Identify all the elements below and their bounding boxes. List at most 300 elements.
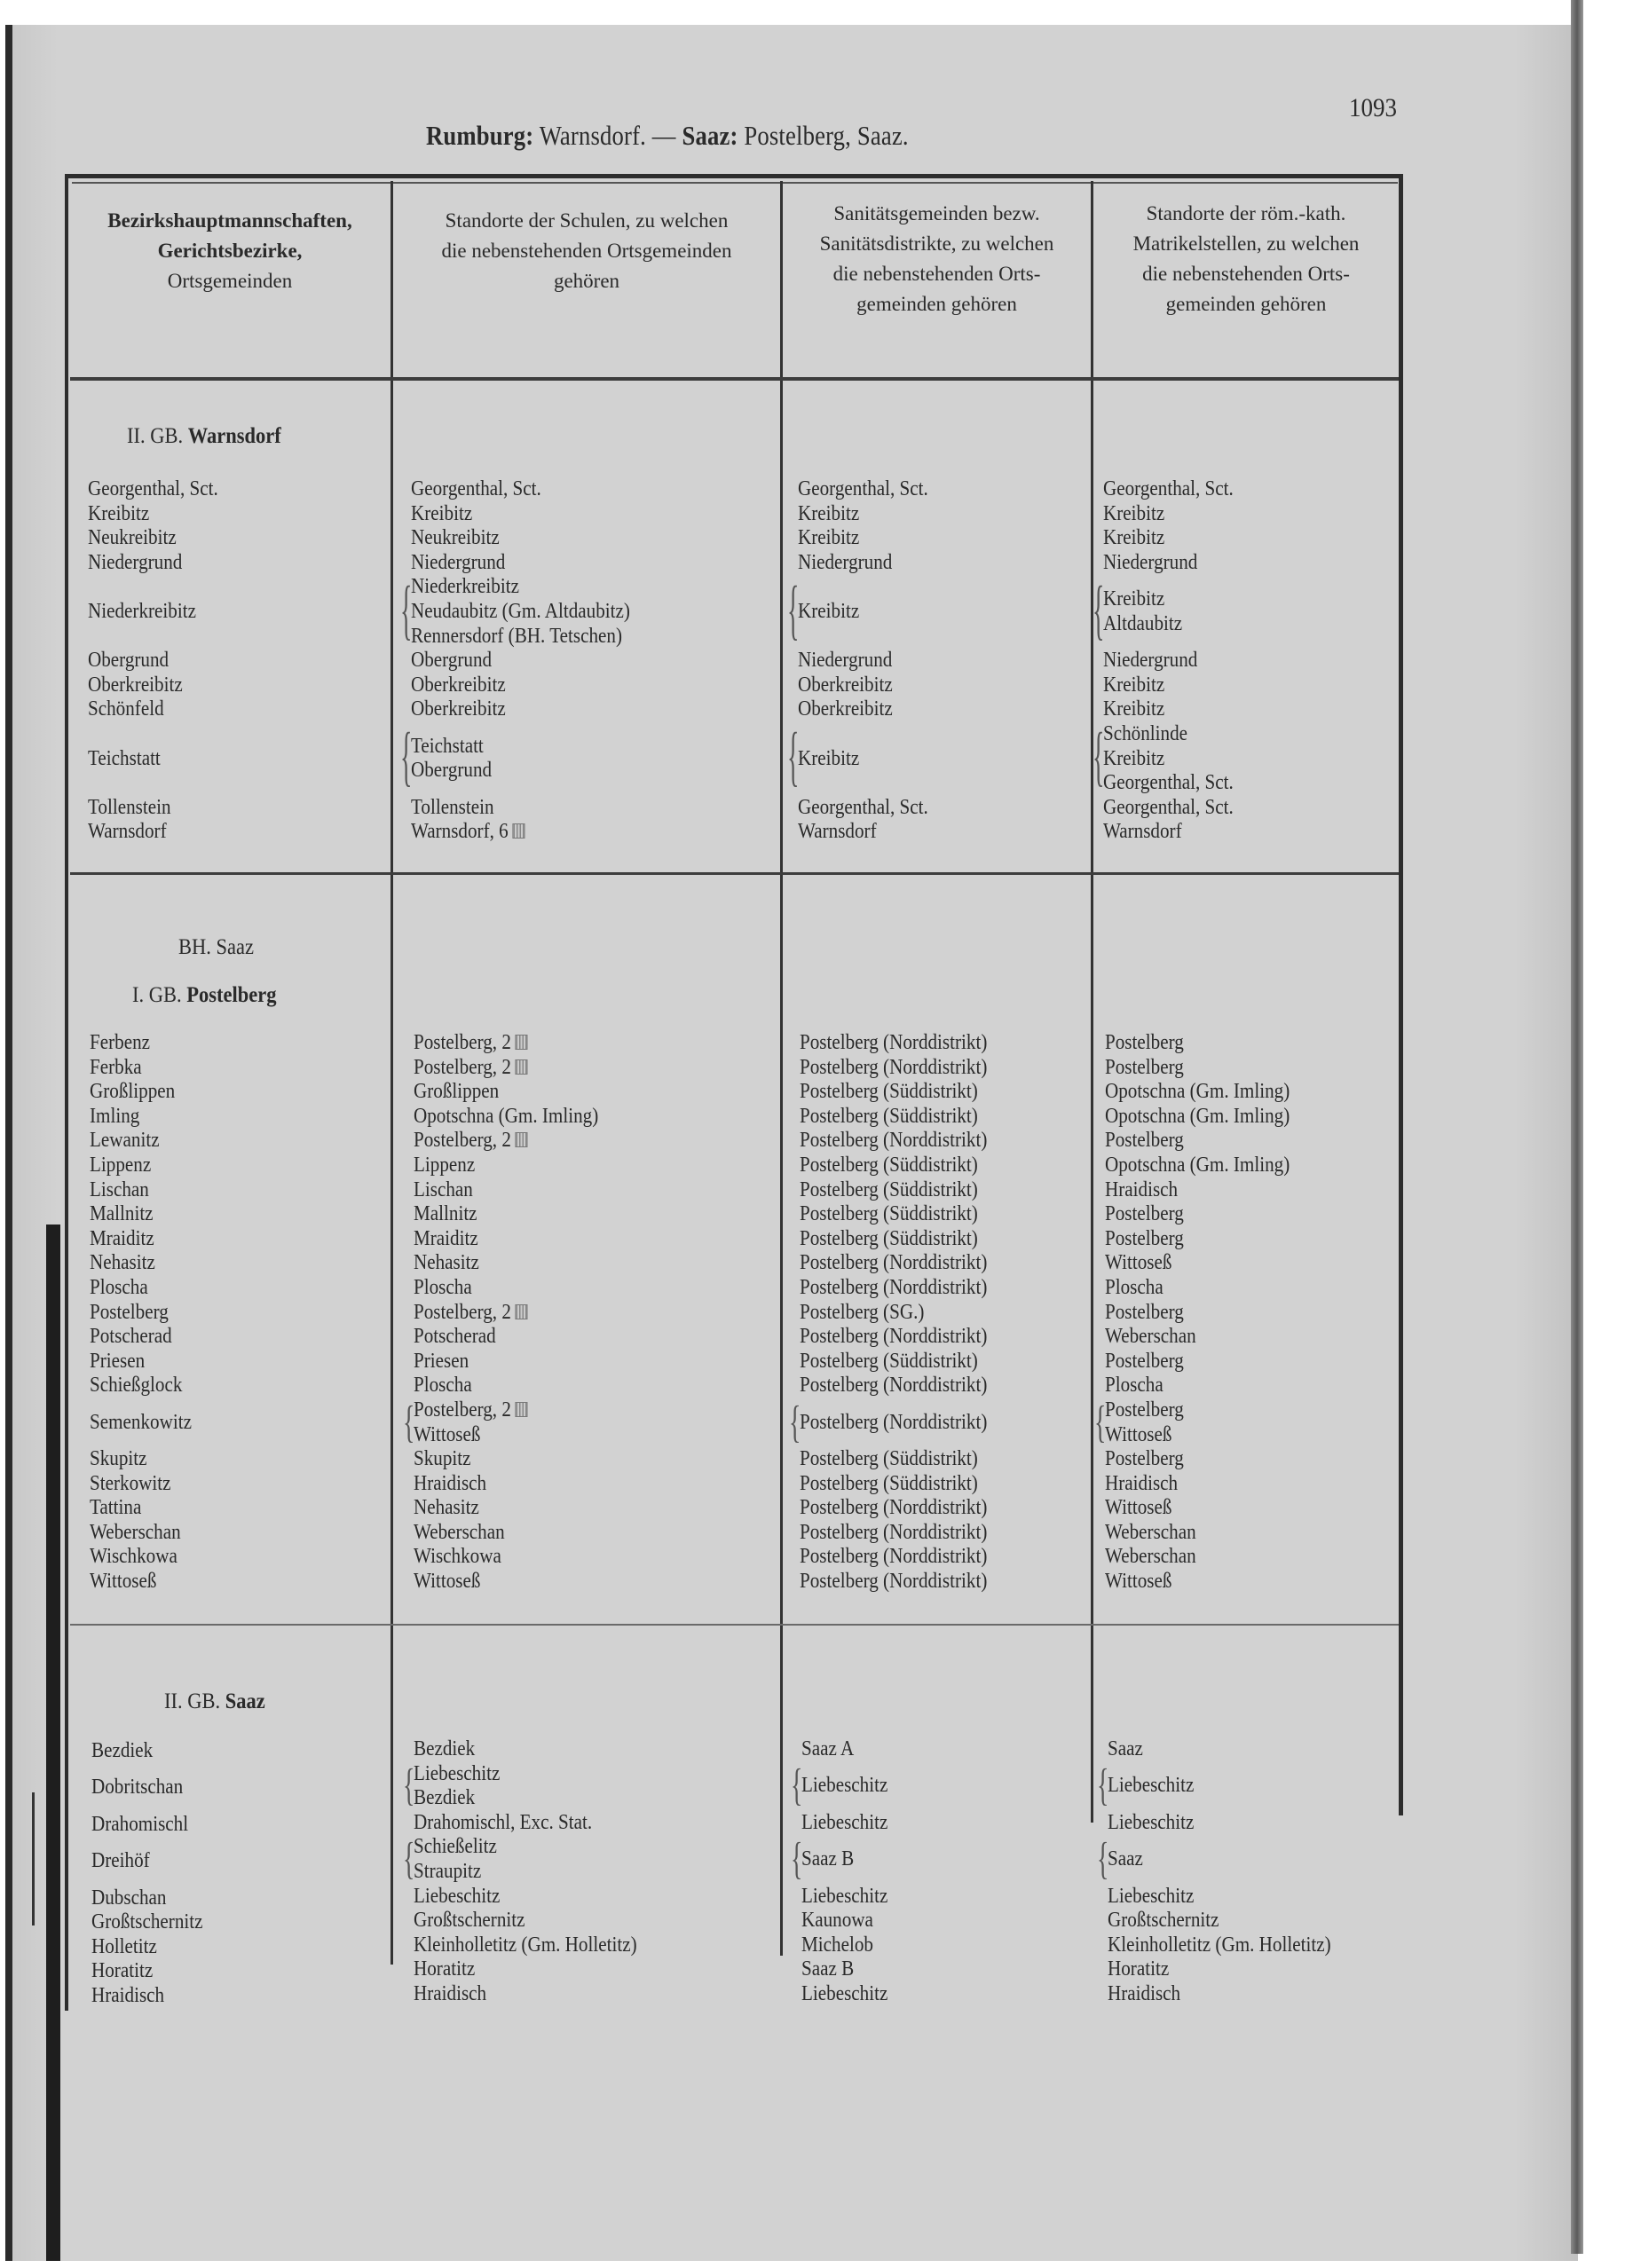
sanitaet-entry: Postelberg (Süddistrikt) [800,1177,978,1201]
sanitaet-entry: Postelberg (Süddistrikt) [800,1226,978,1250]
page-right-edge [1571,0,1583,2254]
table-row-cell [414,1447,624,1472]
matrikel-entry: Liebeschitz [1108,1774,1195,1798]
matrikel-entry: Saaz [1108,1737,1143,1760]
matrikel-entry: Niedergrund [1103,550,1198,574]
table-row-cell [1097,1834,1361,1885]
table-left-rule [65,174,68,2011]
matrikel-entry: Postelberg [1105,1055,1184,1079]
table-row-cell [1105,1374,1315,1398]
table-row-cell [791,1760,900,1811]
sanitaet-entry: Liebeschitz [801,1774,888,1798]
table-row-cell [798,697,946,722]
header-line: Standorte der röm.-kath. [1146,202,1346,224]
ortsgemeinde-name: Postelberg [90,1300,169,1324]
header-col-gemeinden [70,206,390,296]
running-head [426,120,909,152]
schule-entry: Mallnitz [414,1202,477,1226]
section-heading-warnsdorf [127,424,281,449]
table-row-cell [414,1982,667,2007]
header-col-schulen [393,206,780,296]
table-row-cell [90,1056,206,1081]
ortsgemeinde-name: Schönfeld [88,697,164,721]
column-divider-2 [780,181,783,1956]
brace-icon: { [791,1760,803,1811]
table-row-cell [414,1374,624,1398]
ortsgemeinde-name: Dreihöf [91,1849,150,1873]
table-row-cell [90,1276,206,1301]
ortsgemeinde-name: Dobritschan [91,1776,184,1799]
table-row-cell [1105,1325,1315,1350]
table-row-cell [88,477,236,502]
table-row-cell [90,1227,206,1252]
sanitaet-entry: Saaz B [801,1957,855,1981]
schule-entry: Oberkreibitz [411,697,506,721]
schule-entry: Postelberg, 2 [414,1056,598,1081]
table-row-cell [414,1080,624,1105]
table-row-cell [414,1737,667,1762]
running-head-text-1: Warnsdorf. — [533,120,682,151]
schule-entry: Großlippen [414,1080,500,1104]
table-right-rule [1399,174,1403,1815]
table-row-cell [800,1496,1013,1521]
sanitaet-entry: Postelberg (Norddistrikt) [800,1325,988,1349]
matrikel-entry: Opotschna (Gm. Imling) [1105,1080,1290,1104]
table-row-cell [1103,697,1251,722]
ortsgemeinde-name: Ploscha [90,1275,148,1299]
ortsgemeinde-name: Hraidisch [91,1983,165,2007]
table-row-cell [800,1031,1013,1056]
table-row-cell [800,1251,1013,1276]
table-row-cell [798,649,946,673]
table-row-cell [1103,477,1251,502]
table-row-cell [1103,502,1251,527]
sanitaet-entry: Postelberg (Norddistrikt) [800,1031,988,1054]
ortsgemeinde-name: Potscherad [90,1325,172,1349]
table-row-cell [88,649,236,673]
matrikel-entry: Weberschan [1105,1545,1196,1569]
sanitaet-entry: Postelberg (SG.) [800,1300,925,1324]
sanitaet-entry: Postelberg (Norddistrikt) [800,1374,988,1398]
matrikel-entry: Ploscha [1105,1275,1164,1299]
schule-entry: Mraiditz [414,1226,478,1250]
table-top-rule [65,174,1403,178]
table-row-cell [88,673,236,698]
sanitaet-entry: Postelberg (Norddistrikt) [800,1129,988,1153]
table-row-cell [91,1762,218,1811]
table-row-cell [411,649,660,673]
ortsgemeinde-name: Lippenz [90,1153,152,1177]
sanitaet-entry: Postelberg (Norddistrikt) [800,1520,988,1544]
brace-icon: { [787,574,800,649]
matrikel-entry: Weberschan [1105,1520,1196,1544]
matrikel-entry: Altdaubitz [1103,611,1183,635]
table-row-cell [801,1957,900,1982]
table-row-cell [801,1885,900,1910]
table-row-cell [1103,649,1251,673]
ortsgemeinde-name: Drahomischl [91,1812,189,1836]
table-row-cell [800,1521,1013,1546]
table-row-cell [414,1031,624,1056]
table-row-cell [88,526,236,551]
table-row-cell [1105,1056,1315,1081]
table-row-cell [1105,1570,1315,1595]
sanitaet-entry: Georgenthal, Sct. [798,795,928,819]
table-row-cell [90,1545,206,1570]
brace-icon: { [1093,574,1105,649]
heading-name: Saaz [225,1689,265,1713]
ortsgemeinde-name: Sterkowitz [90,1471,171,1495]
schule-entry: Lippenz [414,1153,476,1177]
directory-table [65,174,1403,2011]
sanitaet-entry: Niedergrund [798,649,893,673]
matrikel-entry: Opotschna (Gm. Imling) [1105,1104,1290,1128]
matrikel-entry: Opotschna (Gm. Imling) [1105,1153,1290,1177]
ortsgemeinde-name: Tattina [90,1496,142,1520]
sanitaet-entry: Postelberg (Norddistrikt) [800,1545,988,1569]
column-divider-3 [1091,181,1093,1823]
table-row-cell [798,526,946,551]
schule-entry: Schießelitz [414,1835,497,1859]
heading-name: Postelberg [186,983,277,1007]
matrikel-entry: Ploscha [1105,1374,1164,1398]
table-row-cell [791,1834,900,1885]
table-row-cell [1105,1496,1315,1521]
ortsgemeinde-name: Mraiditz [90,1226,154,1250]
ortsgemeinde-name: Priesen [90,1349,146,1373]
table-row-cell [414,1178,624,1203]
table-row-cell [1103,820,1251,845]
table-row-cell [91,1811,218,1836]
table-row-cell [91,1982,218,2007]
matrikel-entry: Kreibitz [1103,587,1165,611]
table-row-cell [414,1227,624,1252]
table-row-cell [414,1957,667,1982]
sanitaet-entry: Saaz B [801,1847,855,1871]
table-row-cell [1108,1811,1361,1836]
table-row-cell [91,1885,218,1910]
section-divider-warnsdorf [70,872,1399,875]
table-row-cell [800,1154,1013,1178]
table-row-cell [90,1325,206,1350]
heading-prefix: II. GB. [127,424,188,448]
table-row-cell [1105,1154,1315,1178]
sanitaet-entry: Oberkreibitz [798,697,893,721]
sanitaet-entry: Postelberg (Norddistrikt) [800,1055,988,1079]
ortsgemeinde-name: Großlippen [90,1080,176,1104]
sanitaet-entry: Liebeschitz [801,1884,888,1908]
table-row-cell [800,1105,1013,1130]
table-row-cell [1105,1080,1315,1105]
schule-entry: Kreibitz [411,501,473,525]
table-row-cell [90,1154,206,1178]
matrikel-entry: Schönlinde [1103,721,1188,745]
schule-entry: Postelberg, 2 [414,1398,598,1423]
schule-entry: Warnsdorf, 6 [411,820,630,845]
table-row-cell [414,1325,624,1350]
page-number: 1093 [1349,93,1397,122]
sanitaet-entry: Kaunowa [801,1909,873,1933]
table-row-cell [1105,1251,1315,1276]
schule-entry: Obergrund [411,759,493,783]
postelberg-schulen-column [403,1031,624,1595]
table-row-cell [91,1909,218,1933]
table-row-cell [800,1545,1013,1570]
schule-entry: Liebeschitz [414,1761,501,1785]
table-row-cell [1105,1472,1315,1497]
sanitaet-entry: Warnsdorf [798,820,877,844]
running-head-district-1: Rumburg: [426,120,534,151]
header-line: gemeinden gehören [856,293,1017,315]
table-row-cell [1105,1129,1315,1154]
table-row-cell [1105,1202,1315,1227]
table-row-cell [1108,1982,1361,2007]
table-row-cell [787,574,946,649]
header-line: Standorte der Schulen, zu welchen [445,209,729,232]
ortsgemeinde-name: Wittoseß [90,1570,157,1594]
sanitaet-entry: Postelberg (Norddistrikt) [800,1570,988,1594]
matrikel-entry: Warnsdorf [1103,820,1182,844]
header-line: Sanitätsgemeinden bezw. [833,202,1040,224]
section-heading-saaz [164,1689,265,1714]
sanitaet-entry: Kreibitz [798,599,860,623]
table-row-cell [90,1447,206,1472]
table-row-cell [91,1835,218,1884]
sanitaet-entry: Kreibitz [798,501,860,525]
table-row-cell [800,1350,1013,1374]
sanitaet-entry: Michelob [801,1933,873,1957]
schule-entry: Wischkowa [414,1545,501,1569]
ortsgemeinde-name: Niedergrund [88,550,183,574]
table-row-cell [403,1398,624,1447]
matrikel-entry: Georgenthal, Sct. [1103,477,1234,500]
table-row-cell [414,1885,667,1910]
school-building-icon [512,823,525,839]
table-row-cell [1094,1398,1315,1447]
table-row-cell [414,1154,624,1178]
table-row-cell [414,1496,624,1521]
table-row-cell [90,1350,206,1374]
table-row-cell [411,796,660,821]
matrikel-entry: Postelberg [1105,1447,1184,1471]
running-head-district-2: Saaz: [682,120,738,151]
heading-prefix: II. GB. [164,1689,225,1713]
table-row-cell [800,1129,1013,1154]
matrikel-entry: Saaz [1108,1847,1143,1871]
brace-icon: { [400,721,413,796]
matrikel-entry: Horatitz [1108,1957,1170,1981]
table-row-cell [1103,673,1251,698]
sanitaet-entry: Niedergrund [798,550,893,574]
table-row-cell [90,1202,206,1227]
schule-entry: Nehasitz [414,1496,479,1520]
sanitaet-entry: Oberkreibitz [798,673,893,697]
table-row-cell [90,1496,206,1521]
table-row-cell [1105,1227,1315,1252]
section-heading-postelberg [132,983,276,1008]
matrikel-entry: Kreibitz [1103,697,1165,721]
table-row-cell [91,1737,218,1762]
schule-entry: Rennersdorf (BH. Tetschen) [411,624,623,648]
heading-bh: BH. Saaz [178,935,254,959]
matrikel-entry: Kreibitz [1103,501,1165,525]
table-row-cell [403,1834,667,1885]
table-row-cell [90,1178,206,1203]
table-row-cell [800,1276,1013,1301]
header-line: gemeinden gehören [1165,293,1327,315]
table-row-cell [414,1933,667,1958]
matrikel-entry: Postelberg [1105,1226,1184,1250]
brace-icon: { [1094,1398,1107,1447]
matrikel-entry: Kleinholletitz (Gm. Holletitz) [1108,1933,1331,1957]
table-row-cell [411,820,660,845]
schule-entry: Bezdiek [414,1737,476,1760]
table-row-cell [400,574,660,649]
ortsgemeinde-name: Imling [90,1104,140,1128]
table-row-cell [800,1472,1013,1497]
table-row-cell [1108,1933,1361,1958]
table-row-cell [88,697,236,722]
table-row-cell [1108,1885,1361,1910]
heading-name: Warnsdorf [187,424,281,448]
schule-entry: Neukreibitz [411,526,500,550]
ortsgemeinde-name: Ferbka [90,1055,142,1079]
header-line: Sanitätsdistrikte, zu welchen [819,232,1054,255]
table-row-cell [411,502,660,527]
sanitaet-entry: Postelberg (Süddistrikt) [800,1471,978,1495]
postelberg-sanitaet-column [789,1031,1013,1595]
table-row-cell [414,1472,624,1497]
table-row-cell [787,721,946,796]
sanitaet-entry: Saaz A [801,1737,855,1760]
schule-entry: Niedergrund [411,550,506,574]
school-building-icon [515,1304,527,1319]
sanitaet-entry: Liebeschitz [801,1981,888,2005]
running-head-text-2: Postelberg, Saaz. [738,120,909,151]
school-building-icon [515,1059,527,1075]
matrikel-entry: Hraidisch [1105,1471,1179,1495]
brace-icon: { [403,1398,415,1447]
matrikel-entry: Wittoseß [1105,1422,1172,1446]
table-row-cell [403,1760,667,1811]
table-row-cell [800,1374,1013,1398]
matrikel-entry: Wittoseß [1105,1570,1172,1594]
postelberg-matrikel-column [1094,1031,1315,1595]
table-row-cell [414,1909,667,1933]
school-building-icon [515,1035,527,1050]
ortsgemeinde-name: Wischkowa [90,1545,177,1569]
matrikel-entry: Georgenthal, Sct. [1103,771,1234,795]
table-row-cell [1108,1909,1361,1933]
sanitaet-entry: Kreibitz [798,526,860,550]
ortsgemeinde-name: Niederkreibitz [88,599,196,623]
matrikel-entry: Weberschan [1105,1325,1196,1349]
brace-icon: { [1097,1834,1109,1885]
column-divider-1 [390,181,393,1965]
schule-entry: Hraidisch [414,1981,487,2005]
table-row-cell [1103,796,1251,821]
table-row-cell [798,551,946,576]
schule-entry: Kleinholletitz (Gm. Holletitz) [414,1933,637,1957]
matrikel-entry: Liebeschitz [1108,1884,1195,1908]
heading-prefix: I. GB. [132,983,187,1007]
table-row-cell [90,1521,206,1546]
schule-entry: Neudaubitz (Gm. Altdaubitz) [411,599,630,623]
ortsgemeinde-name: Warnsdorf [88,820,167,844]
table-row-cell [90,1105,206,1130]
sanitaet-entry: Postelberg (Norddistrikt) [800,1251,988,1275]
table-row-cell [798,477,946,502]
table-row-cell [801,1909,900,1933]
brace-icon: { [400,574,413,649]
section-divider-postelberg [70,1624,1399,1626]
ortsgemeinde-name: Ferbenz [90,1031,151,1054]
page-left-edge [5,25,12,2261]
postelberg-gemeinden-column [90,1031,206,1595]
saaz-matrikel-column [1097,1737,1361,2007]
table-row-cell [800,1227,1013,1252]
brace-icon: { [791,1834,803,1885]
schule-entry: Obergrund [411,649,493,673]
table-row-cell [414,1545,624,1570]
table-row-cell [1103,551,1251,576]
sanitaet-entry: Postelberg (Norddistrikt) [800,1496,988,1520]
schule-entry: Postelberg, 2 [414,1031,598,1056]
schule-entry: Postelberg, 2 [414,1129,598,1154]
matrikel-entry: Postelberg [1105,1031,1184,1054]
ortsgemeinde-name: Großtschernitz [91,1910,203,1934]
table-row-cell [90,1374,206,1398]
table-row-cell [411,551,660,576]
saaz-gemeinden-column [91,1737,218,2007]
schule-entry: Wittoseß [414,1422,481,1446]
matrikel-entry: Postelberg [1105,1349,1184,1373]
table-row-cell [1093,721,1251,796]
schule-entry: Opotschna (Gm. Imling) [414,1104,599,1128]
sanitaet-entry: Postelberg (Süddistrikt) [800,1153,978,1177]
brace-icon: { [789,1398,801,1447]
schule-entry: Ploscha [414,1275,472,1299]
schule-entry: Postelberg, 2 [414,1301,598,1326]
sanitaet-entry: Liebeschitz [801,1810,888,1834]
ortsgemeinde-name: Dubschan [91,1886,167,1910]
matrikel-entry: Wittoseß [1105,1496,1172,1520]
table-row-cell [1108,1737,1361,1762]
table-row-cell [1105,1447,1315,1472]
ortsgemeinde-name: Holletitz [91,1934,157,1958]
table-row-cell [90,1031,206,1056]
ortsgemeinde-name: Schießglock [90,1374,183,1398]
table-row-cell [1105,1031,1315,1056]
table-row-cell [411,673,660,698]
schule-entry: Straupitz [414,1859,482,1883]
table-row-cell [800,1202,1013,1227]
table-row-cell [800,1570,1013,1595]
header-col-matrikel [1093,199,1399,319]
ortsgemeinde-name: Teichstatt [88,746,161,770]
table-row-cell [88,796,236,821]
table-top-thin-rule [72,182,1398,184]
table-row-cell [1103,526,1251,551]
matrikel-entry: Hraidisch [1105,1177,1179,1201]
table-row-cell [1105,1350,1315,1374]
table-row-cell [800,1447,1013,1472]
matrikel-entry: Liebeschitz [1108,1810,1195,1834]
matrikel-entry: Hraidisch [1108,1981,1181,2005]
table-row-cell [801,1737,900,1762]
sanitaet-entry: Postelberg (Norddistrikt) [800,1275,988,1299]
table-row-cell [414,1811,667,1836]
